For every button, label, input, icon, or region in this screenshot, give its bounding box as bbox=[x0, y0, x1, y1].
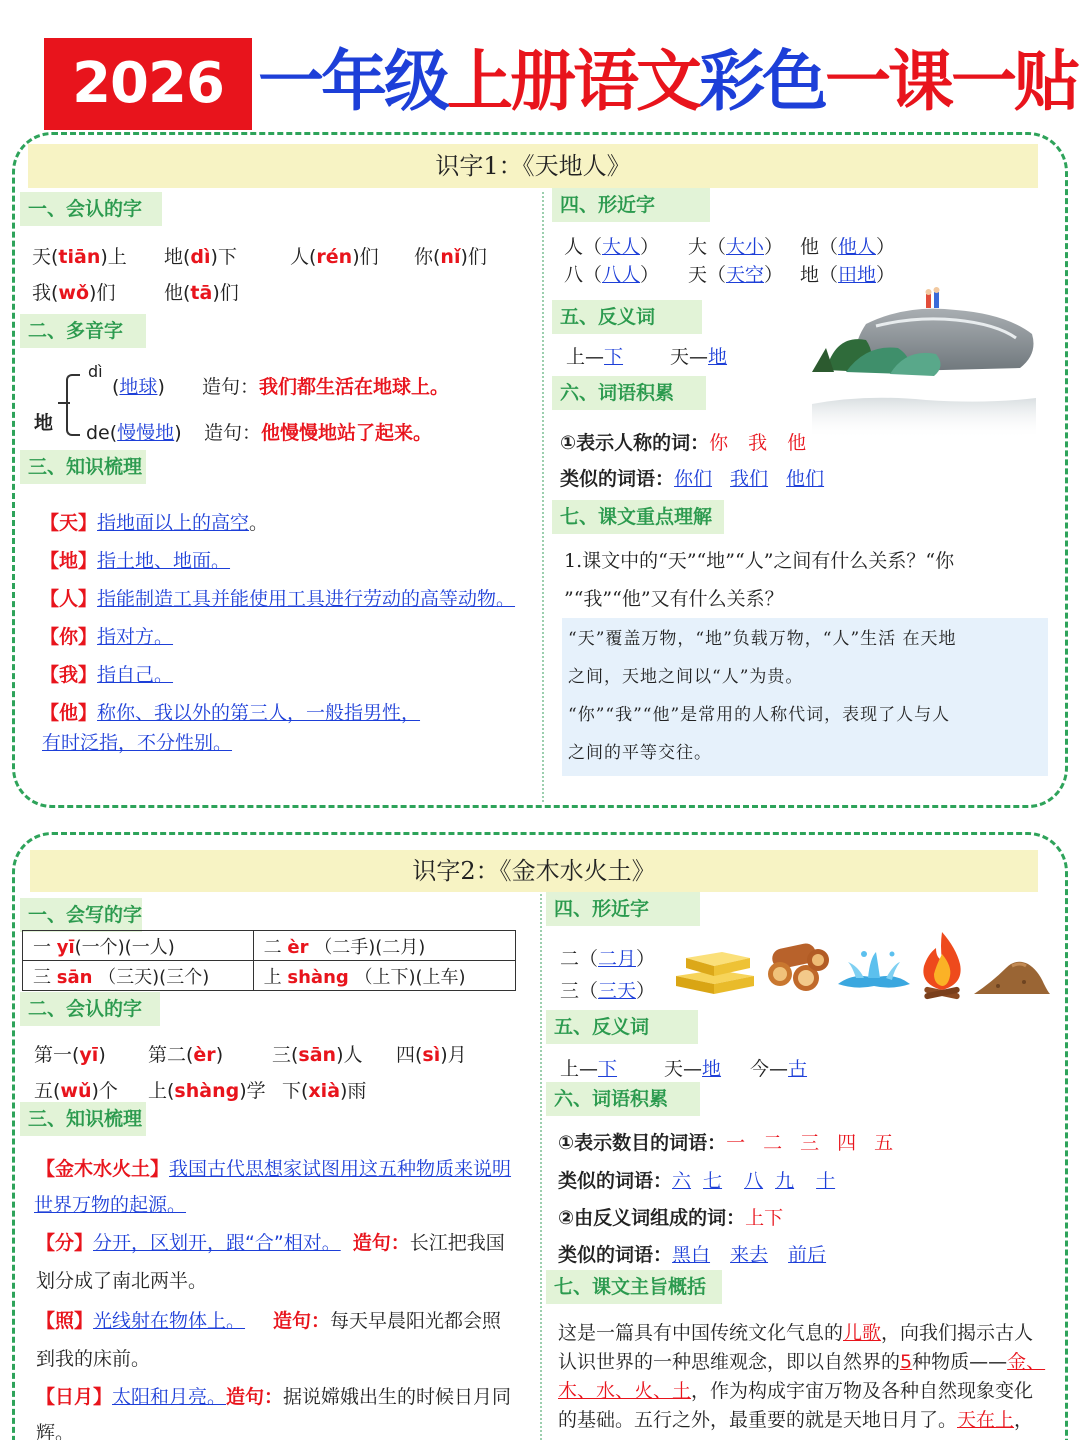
l2-def-fen: 【分】分开，区划开，跟“合”相对。 造句：长江把我国 bbox=[36, 1232, 505, 1254]
l1-section-similar: 四、形近字 bbox=[552, 188, 710, 222]
l1-sim-di: 地（田地） bbox=[800, 264, 896, 286]
l2-section-similar: 四、形近字 bbox=[546, 892, 700, 926]
water-splash-icon bbox=[834, 944, 914, 994]
l2-char-si: 四(sì)月 bbox=[396, 1044, 467, 1066]
l2-def-wuxing: 【金木水火土】我国古代思想家试图用这五种物质来说明 bbox=[36, 1158, 512, 1180]
l2-vocab-line4: 类似的词语：黑白 来去 前后 bbox=[558, 1244, 827, 1266]
landscape-illustration bbox=[806, 284, 1044, 468]
l1-polyphone-char: 地 bbox=[34, 412, 54, 434]
l1-py-di4: dì bbox=[88, 362, 103, 381]
l2-section-summary: 七、课文主旨概括 bbox=[546, 1270, 722, 1304]
title-part-subject: 上册语文 bbox=[447, 43, 699, 120]
l2-ant-jingu: 今—古 bbox=[750, 1058, 808, 1080]
l1-word-manmande: de(慢慢地) bbox=[86, 422, 182, 444]
l1-answer-line3: “你”“我”“他”是常用的人称代词，表现了人与人 bbox=[568, 705, 951, 725]
table-cell: 二 èr （二手)(二月) bbox=[253, 931, 515, 961]
header-badge: 2026 bbox=[44, 38, 252, 130]
l1-sim-da: 大（大小） bbox=[688, 236, 784, 258]
l1-vocab-line2: 类似的词语：你们 我们 他们 bbox=[560, 468, 825, 490]
lesson1-divider bbox=[542, 192, 544, 802]
l2-def-fen-cont: 划分成了南北两半。 bbox=[36, 1270, 208, 1292]
l1-ant-tiandi: 天—地 bbox=[670, 346, 728, 368]
lesson2-divider bbox=[540, 890, 542, 1440]
l1-sentence-1: 造句：我们都生活在地球上。 bbox=[202, 376, 450, 398]
l1-char-ren: 人(rén)们 bbox=[290, 246, 379, 268]
l2-char-xia: 下(xià)雨 bbox=[282, 1080, 367, 1102]
table-cell: 三 sān （三天)(三个) bbox=[23, 961, 254, 991]
l1-word-diqiu: (地球) bbox=[112, 376, 165, 398]
gold-bars-icon bbox=[672, 936, 758, 996]
l2-vocab-line3: ②由反义词组成的词：上下 bbox=[558, 1207, 784, 1229]
title-part-sticker: 一课一贴 bbox=[825, 43, 1077, 120]
l1-def-ta-cont: 有时泛指，不分性别。 bbox=[42, 732, 233, 754]
l2-ant-shangxia: 上—下 bbox=[560, 1058, 618, 1080]
l2-vocab-line1: ①表示数目的词语：一 二 三 四 五 bbox=[558, 1132, 894, 1154]
title-part-color: 彩色 bbox=[699, 43, 825, 120]
table-cell: 一 yī(一个)(一人) bbox=[23, 931, 254, 961]
l1-section-recognize: 一、会认的字 bbox=[20, 192, 162, 226]
l1-section-knowledge: 三、知识梳理 bbox=[20, 450, 146, 484]
l1-char-tian: 天(tiān)上 bbox=[32, 246, 127, 268]
l2-summary-line2: 认识世界的一种思维观念，即以自然界的5种物质——金、 bbox=[558, 1351, 1046, 1373]
l1-sim-ba: 八（八人） bbox=[564, 264, 660, 286]
table-row bbox=[23, 931, 516, 961]
l2-char-shang: 上(shàng)学 bbox=[148, 1080, 266, 1102]
l1-char-wo: 我(wǒ)们 bbox=[32, 282, 116, 304]
fire-icon bbox=[916, 928, 968, 1002]
l1-answer-line1: “天”覆盖万物，“地”负载万物，“人”生活 在天地 bbox=[568, 629, 957, 649]
l1-char-ni: 你(nǐ)们 bbox=[414, 246, 487, 268]
l1-section-antonym: 五、反义词 bbox=[552, 300, 702, 334]
l2-char-san: 三(sān)人 bbox=[272, 1044, 363, 1066]
l1-def-ni: 【你】指对方。 bbox=[40, 626, 174, 648]
l2-char-wu: 五(wǔ)个 bbox=[34, 1080, 118, 1102]
l1-question-line1: 1.课文中的“天”“地”“人”之间有什么关系？“你 bbox=[564, 550, 955, 572]
l1-char-di: 地(dì)下 bbox=[164, 246, 237, 268]
l1-section-key-understanding: 七、课文重点理解 bbox=[552, 500, 724, 534]
l1-sentence-2: 造句：他慢慢地站了起来。 bbox=[204, 422, 433, 444]
l1-def-ren: 【人】指能制造工具并能使用工具进行劳动的高等动物。 bbox=[40, 588, 516, 610]
page-title bbox=[258, 34, 1077, 130]
l1-char-ta: 他(tā)们 bbox=[164, 282, 239, 304]
l2-def-wuxing-cont: 世界万物的起源。 bbox=[34, 1194, 187, 1216]
l1-def-wo: 【我】指自己。 bbox=[40, 664, 174, 686]
l2-sim-er: 二（二月） bbox=[560, 948, 656, 970]
l2-section-recognize: 二、会认的字 bbox=[20, 992, 160, 1026]
title-part-grade: 一年级 bbox=[258, 43, 447, 120]
l2-section-antonym: 五、反义词 bbox=[546, 1010, 698, 1044]
l2-def-zhao: 【照】光线射在物体上。 造句：每天早晨阳光都会照 bbox=[36, 1310, 502, 1332]
l2-write-table bbox=[22, 930, 516, 991]
l2-def-zhao-cont: 到我的床前。 bbox=[36, 1348, 151, 1370]
l1-polyphone-bracket bbox=[66, 374, 80, 436]
l1-question-line2: ”“我”“他”又有什么关系？ bbox=[564, 588, 784, 610]
l1-ant-shangxia: 上—下 bbox=[566, 346, 624, 368]
l1-answer-line4: 之间的平等交往。 bbox=[568, 743, 712, 763]
l1-vocab-line1: ①表示人称的词：你 我 他 bbox=[560, 432, 807, 454]
wood-logs-icon bbox=[766, 938, 832, 1000]
l2-ant-tiandi: 天—地 bbox=[664, 1058, 722, 1080]
l2-section-vocab: 六、词语积累 bbox=[546, 1082, 700, 1116]
l1-def-ta: 【他】称你、我以外的第三人，一般指男性， bbox=[40, 702, 421, 724]
l1-sim-ren: 人（大人） bbox=[564, 236, 660, 258]
l2-char-dier: 第二(èr) bbox=[148, 1044, 224, 1066]
l1-def-tian: 【天】指地面以上的高空。 bbox=[40, 512, 269, 534]
l1-sim-tian: 天（天空） bbox=[688, 264, 784, 286]
l2-section-knowledge: 三、知识梳理 bbox=[20, 1102, 146, 1136]
l2-section-write: 一、会写的字 bbox=[20, 898, 142, 932]
l1-sim-ta: 他（他人） bbox=[800, 236, 896, 258]
l2-summary-line4: 的基础。五行之外，最重要的就是天地日月了。天在上， bbox=[558, 1409, 1034, 1431]
table-cell: 上 shàng （上下)(上车) bbox=[253, 961, 515, 991]
l1-def-di: 【地】指土地、地面。 bbox=[40, 550, 231, 572]
l2-sim-san: 三（三天） bbox=[560, 980, 656, 1002]
l1-answer-line2: 之间，天地之间以“人”为贵。 bbox=[568, 667, 804, 687]
lesson1-title: 识字1：《天地人》 bbox=[28, 144, 1038, 188]
l1-bracket-tick bbox=[58, 402, 70, 404]
l2-summary-line1: 这是一篇具有中国传统文化气息的儿歌，向我们揭示古人 bbox=[558, 1322, 1034, 1344]
soil-pile-icon bbox=[972, 952, 1052, 998]
lesson2-title: 识字2：《金木水火土》 bbox=[30, 850, 1038, 892]
l2-def-riyue: 【日月】太阳和月亮。造句：据说嫦娥出生的时候日月同 bbox=[36, 1386, 512, 1408]
l2-vocab-line2: 类似的词语：六 七 八 九 十 bbox=[558, 1170, 836, 1192]
l2-def-riyue-cont: 辉。 bbox=[36, 1422, 75, 1440]
table-row bbox=[23, 961, 516, 991]
l1-section-vocab: 六、词语积累 bbox=[552, 376, 706, 410]
l2-char-diyi: 第一(yī) bbox=[34, 1044, 106, 1066]
l1-section-polyphone: 二、多音字 bbox=[20, 314, 146, 348]
l2-summary-line3: 木、水、火、土，作为构成宇宙万物及各种自然现象变化 bbox=[558, 1380, 1034, 1402]
